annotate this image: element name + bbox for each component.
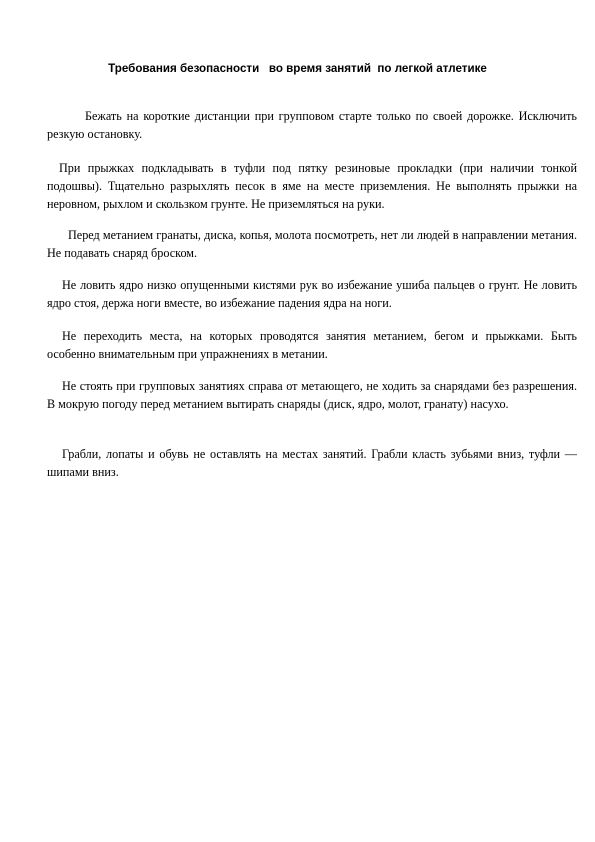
paragraph-throwing-check: Перед метанием гранаты, диска, копья, молота посмотреть, нет ли людей в направлении метания. Не подавать снаряд броском. (47, 228, 577, 260)
paragraph-jumping: При прыжках подкладывать в туфли под пятку резиновые прокладки (при наличии тонкой подошвы). Тщательно разрыхлять песок в яме на месте приземления. Не выполнять прыжки на неровном, рыхлом и скользком грунте. Не приземляться на руки. (47, 161, 577, 211)
paragraph-equipment: Грабли, лопаты и обувь не оставлять на местах занятий. Грабли класть зубьями вниз, туфли — шипами вниз. (47, 447, 577, 479)
paragraph-group-throwing: Не стоять при групповых занятиях справа от метающего, не ходить за снарядами без разрешения. В мокрую погоду перед метанием вытирать снаряды (диск, ядро, молот, гранату) насухо. (47, 379, 577, 411)
paragraph-crossing-areas: Не переходить места, на которых проводятся занятия метанием, бегом и прыжками. Быть особенно внимательным при упражнениях в метании. (47, 329, 577, 361)
paragraph-running: Бежать на короткие дистанции при групповом старте только по своей дорожке. Исключить резкую остановку. (47, 109, 577, 141)
paragraph-shot-catching: Не ловить ядро низко опущенными кистями рук во избежание ушиба пальцев о грунт. Не ловить ядро стоя, держа ноги вместе, во избежание падения ядра на ноги. (47, 278, 577, 310)
page-title: Требования безопасности во время занятий по легкой атлетике (108, 62, 487, 75)
